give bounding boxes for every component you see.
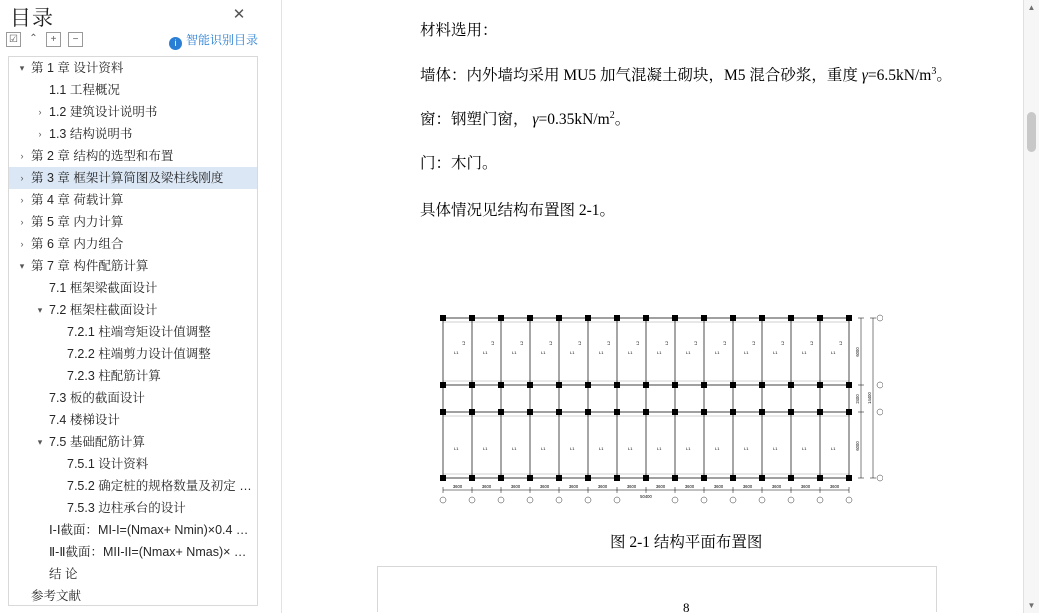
toc-item[interactable] (9, 277, 257, 299)
toc-item[interactable] (9, 475, 257, 497)
chevron-down-icon[interactable]: ▾ (37, 305, 43, 315)
toc-item[interactable] (9, 167, 257, 189)
toc-item-label: 7.4 楼梯设计 (49, 413, 120, 427)
toc-item-label: 1.3 结构说明书 (49, 127, 133, 141)
toc-item[interactable] (9, 563, 257, 585)
paragraph-materials: 材料选用： (420, 22, 498, 39)
toc-item[interactable] (9, 189, 257, 211)
svg-text:L1: L1 (773, 446, 778, 451)
toc-item-label: 7.5.1 设计资料 (67, 457, 149, 471)
toc-item[interactable] (9, 211, 257, 233)
paragraph-walls: 墙体：内外墙均采用 MU5 加气混凝土砌块，M5 混合砂浆，重度 $\gamma=6.5kN/m^3$。 (420, 65, 952, 84)
toc-item[interactable] (9, 343, 257, 365)
svg-text:L1: L1 (715, 350, 720, 355)
chevron-right-icon[interactable]: › (20, 151, 24, 161)
chevron-down-icon[interactable]: ▾ (19, 261, 25, 271)
svg-text:3600: 3600 (597, 484, 608, 489)
toc-item-label: 1.1 工程概况 (49, 83, 120, 97)
toc-item[interactable] (9, 321, 257, 343)
toc-item[interactable] (9, 453, 257, 475)
svg-text:L1: L1 (831, 446, 836, 451)
svg-text:2400: 2400 (855, 394, 860, 404)
svg-text:L2: L2 (694, 341, 698, 345)
toc-item[interactable] (9, 101, 257, 123)
svg-text:L2: L2 (839, 341, 843, 345)
svg-text:L1: L1 (802, 446, 807, 451)
svg-text:3600: 3600 (771, 484, 782, 489)
svg-text:3600: 3600 (800, 484, 811, 489)
svg-text:L1: L1 (541, 446, 546, 451)
svg-text:3600: 3600 (684, 484, 695, 489)
svg-text:3600: 3600 (742, 484, 753, 489)
toc-item[interactable] (9, 409, 257, 431)
svg-text:L2: L2 (491, 341, 495, 345)
svg-text:3600: 3600 (452, 484, 463, 489)
svg-text:L1: L1 (454, 350, 459, 355)
toc-item-label: 第 4 章 荷载计算 (31, 193, 124, 207)
svg-text:L1: L1 (483, 446, 488, 451)
toc-item[interactable] (9, 541, 257, 563)
chevron-right-icon[interactable]: › (20, 173, 24, 183)
chevron-right-icon[interactable]: › (20, 195, 24, 205)
smart-toc-button[interactable] (169, 31, 258, 50)
toc-item-label: 参考文献 (31, 589, 82, 603)
toc-item-label: 第 5 章 内力计算 (31, 215, 124, 229)
vertical-scrollbar[interactable] (1023, 0, 1039, 613)
next-page-edge (377, 566, 937, 612)
toc-item[interactable] (9, 79, 257, 101)
figure-caption: 图 2-1 结构平面布置图 (610, 534, 763, 551)
page-number: 8 (683, 600, 690, 613)
svg-text:L1: L1 (715, 446, 720, 451)
svg-text:3600: 3600 (713, 484, 724, 489)
chevron-right-icon[interactable]: › (38, 107, 42, 117)
toc-item-label: 第 7 章 构件配筋计算 (31, 259, 149, 273)
collapse-all-button[interactable]: − (68, 32, 83, 47)
svg-text:L1: L1 (686, 446, 691, 451)
svg-text:L1: L1 (628, 350, 633, 355)
toc-item-label: 7.5 基础配筋计算 (49, 435, 145, 449)
svg-text:L1: L1 (483, 350, 488, 355)
toc-item-label: 第 6 章 内力组合 (31, 237, 124, 251)
document-viewer[interactable] (283, 0, 1023, 613)
svg-text:L2: L2 (665, 341, 669, 345)
toc-item-label: 7.2 框架柱截面设计 (49, 303, 158, 317)
toc-item[interactable] (9, 519, 257, 541)
chevron-right-icon[interactable]: › (20, 217, 24, 227)
svg-text:L2: L2 (723, 341, 727, 345)
svg-text:3600: 3600 (568, 484, 579, 489)
toc-item[interactable] (9, 233, 257, 255)
svg-text:L1: L1 (686, 350, 691, 355)
close-icon[interactable]: ✕ (232, 6, 246, 23)
toc-item[interactable] (9, 497, 257, 519)
toc-item-label: 第 2 章 结构的选型和布置 (31, 149, 174, 163)
svg-text:L2: L2 (549, 341, 553, 345)
chevron-down-icon[interactable]: ▾ (19, 63, 25, 73)
svg-text:3600: 3600 (655, 484, 666, 489)
toc-item[interactable] (9, 255, 257, 277)
svg-text:14400: 14400 (867, 392, 872, 404)
svg-text:L1: L1 (570, 446, 575, 451)
scroll-down-icon[interactable]: ▼ (1027, 601, 1036, 610)
svg-text:L1: L1 (773, 350, 778, 355)
svg-text:L2: L2 (607, 341, 611, 345)
catalog-toolbar (0, 28, 282, 54)
svg-text:L1: L1 (599, 350, 604, 355)
toc-item-label: 7.5.3 边柱承台的设计 (67, 501, 186, 515)
catalog-sidebar (0, 0, 282, 613)
svg-text:L2: L2 (636, 341, 640, 345)
toc-item-label: 1.2 建筑设计说明书 (49, 105, 158, 119)
svg-text:L2: L2 (810, 341, 814, 345)
document-page (283, 0, 1023, 613)
toc-item[interactable] (9, 387, 257, 409)
svg-text:L1: L1 (657, 350, 662, 355)
toc-list[interactable] (8, 56, 258, 606)
toc-item-label: Ⅱ-Ⅱ截面：MII-II=(Nmax+ Nmas)× … (49, 545, 247, 559)
svg-text:6000: 6000 (855, 441, 860, 451)
svg-text:L1: L1 (831, 350, 836, 355)
scrollbar-thumb[interactable] (1027, 112, 1036, 152)
checkbox-icon[interactable]: ☑ (6, 32, 21, 47)
toc-item[interactable] (9, 57, 257, 79)
svg-text:6000: 6000 (855, 347, 860, 357)
structural-plan-layout-drawing (433, 300, 883, 505)
svg-text:L1: L1 (570, 350, 575, 355)
svg-text:L1: L1 (744, 446, 749, 451)
toc-item[interactable] (9, 299, 257, 321)
chevron-up-icon[interactable]: ⌃ (26, 32, 41, 47)
svg-text:3600: 3600 (510, 484, 521, 489)
smart-toc-label: 智能识别目录 (185, 33, 258, 47)
svg-text:L2: L2 (752, 341, 756, 345)
toc-item[interactable] (9, 145, 257, 167)
expand-all-button[interactable]: + (46, 32, 61, 47)
chevron-down-icon[interactable]: ▾ (37, 437, 43, 447)
chevron-right-icon[interactable]: › (38, 129, 42, 139)
toc-item-label: 7.2.2 柱端剪力设计值调整 (67, 347, 211, 361)
toc-item[interactable] (9, 123, 257, 145)
scroll-up-icon[interactable]: ▲ (1027, 3, 1036, 12)
catalog-title: 目录 (10, 7, 54, 30)
svg-text:3600: 3600 (829, 484, 840, 489)
svg-text:L1: L1 (657, 446, 662, 451)
svg-text:L1: L1 (599, 446, 604, 451)
toc-item-label: 7.1 框架梁截面设计 (49, 281, 158, 295)
svg-text:L1: L1 (541, 350, 546, 355)
toc-item[interactable] (9, 431, 257, 453)
chevron-right-icon[interactable]: › (20, 239, 24, 249)
svg-text:3600: 3600 (539, 484, 550, 489)
paragraph-reference-figure: 具体情况见结构布置图 2-1。 (420, 202, 616, 219)
svg-text:L1: L1 (802, 350, 807, 355)
svg-text:L1: L1 (512, 446, 517, 451)
toc-item-label: Ⅰ-Ⅰ截面：MI-I=(Nmax+ Nmin)×0.4 … (49, 523, 249, 537)
svg-text:50400: 50400 (640, 494, 652, 499)
toc-item[interactable] (9, 365, 257, 387)
toc-item-label: 7.2.3 柱配筋计算 (67, 369, 161, 383)
svg-text:L1: L1 (744, 350, 749, 355)
svg-text:L2: L2 (520, 341, 524, 345)
svg-text:L2: L2 (781, 341, 785, 345)
toc-item-label: 7.5.2 确定桩的规格数量及初定 … (67, 479, 252, 493)
toc-item-label: 第 3 章 框架计算简图及梁柱线刚度 (31, 171, 224, 185)
svg-text:L2: L2 (578, 341, 582, 345)
toc-item-label: 7.2.1 柱端弯矩设计值调整 (67, 325, 211, 339)
toc-item-label: 第 1 章 设计资料 (31, 61, 124, 75)
bulb-icon: i (169, 37, 182, 50)
toc-item-label: 结 论 (49, 567, 78, 581)
toc-item-label: 7.3 板的截面设计 (49, 391, 145, 405)
svg-text:L1: L1 (512, 350, 517, 355)
paragraph-windows: 窗：钢塑门窗， $\gamma=0.35kN/m^2$。 (420, 109, 631, 128)
svg-text:L1: L1 (628, 446, 633, 451)
svg-text:3600: 3600 (626, 484, 637, 489)
toc-item[interactable] (9, 585, 257, 606)
svg-text:L1: L1 (454, 446, 459, 451)
paragraph-doors: 门：木门。 (420, 155, 498, 172)
svg-text:3600: 3600 (481, 484, 492, 489)
svg-text:L2: L2 (462, 341, 466, 345)
